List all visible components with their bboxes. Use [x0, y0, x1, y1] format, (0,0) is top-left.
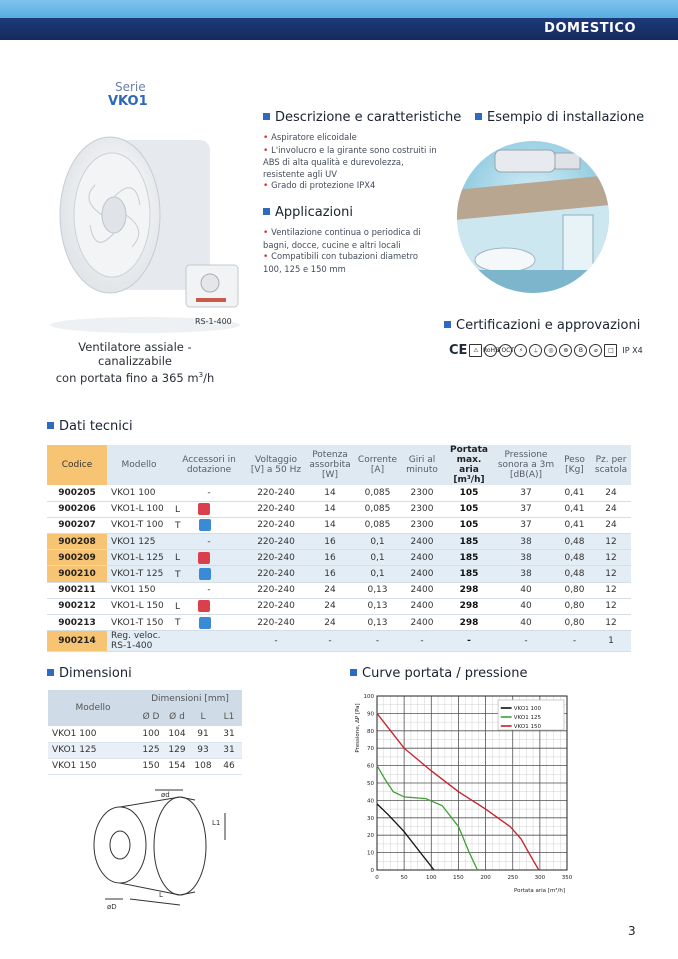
bullet-square-icon: [350, 669, 357, 676]
code-cell: 900213: [47, 615, 107, 631]
rpm-cell: -: [400, 631, 444, 652]
list-item: • Compatibili con tubazioni diametro 100, 125 e 150 mm: [263, 251, 435, 275]
accessory-cell: L: [171, 598, 247, 614]
dim-label-L: L: [159, 891, 163, 899]
pcs-cell: 24: [591, 485, 631, 501]
col-header: Corrente [A]: [355, 445, 400, 485]
earth-icon: ⏚: [529, 344, 542, 357]
table-row: [47, 598, 631, 614]
col-header: Pressione sonora a 3m [dB(A)]: [494, 445, 558, 485]
y-tick-label: 10: [367, 850, 374, 857]
current-cell: 0,085: [355, 517, 400, 533]
weight-cell: 0,48: [558, 566, 591, 582]
table-row: VKO1 100 100 104 91 31: [48, 726, 242, 742]
y-tick-label: 80: [367, 728, 374, 735]
controller-label: RS-1-400: [195, 317, 232, 326]
col-header: Ø d: [164, 708, 190, 726]
tech-table: [47, 445, 631, 652]
weight-cell: 0,48: [558, 534, 591, 550]
tech-title: Dati tecnici: [47, 419, 133, 434]
table-row: [47, 566, 631, 582]
model-cell: VKO1 100: [107, 485, 171, 501]
model-cell: VKO1-L 125: [107, 550, 171, 566]
table-row: [47, 631, 631, 652]
weight-cell: 0,41: [558, 501, 591, 517]
weight-cell: 0,41: [558, 485, 591, 501]
col-header: Modello: [48, 690, 138, 726]
top-band: [0, 0, 678, 18]
rpm-cell: 2400: [400, 566, 444, 582]
weight-cell: 0,80: [558, 582, 591, 598]
accessory-cell: L: [171, 501, 247, 517]
timer-accessory-icon: [198, 552, 210, 564]
flow-cell: 185: [444, 566, 494, 582]
volt-cell: 220-240: [247, 485, 305, 501]
applications-list: [263, 227, 435, 275]
flow-cell: 185: [444, 550, 494, 566]
accessory-cell: -: [171, 582, 247, 598]
volt-cell: 220-240: [247, 598, 305, 614]
current-cell: 0,1: [355, 566, 400, 582]
list-item: • Grado di protezione IPX4: [263, 180, 443, 193]
humidity-accessory-icon: [199, 617, 211, 629]
col-header: Dimensioni [mm]: [138, 690, 242, 708]
y-tick-label: 0: [370, 868, 374, 874]
code-cell: 900205: [47, 485, 107, 501]
pressure-flow-chart: [340, 688, 580, 906]
pcs-cell: 12: [591, 582, 631, 598]
volt-cell: 220-240: [247, 517, 305, 533]
y-tick-label: 100: [363, 694, 374, 700]
flow-cell: 298: [444, 598, 494, 614]
noise-cell: 38: [494, 550, 558, 566]
y-tick-label: 60: [367, 763, 374, 770]
humidity-accessory-icon: [199, 519, 211, 531]
rpm-cell: 2300: [400, 501, 444, 517]
bullet-square-icon: [263, 208, 270, 215]
noise-cell: 40: [494, 615, 558, 631]
accessory-cell: -: [171, 534, 247, 550]
table-row: [47, 485, 631, 501]
flow-cell: 105: [444, 517, 494, 533]
accessory-cell: T: [171, 566, 247, 582]
applications-title: Applicazioni: [263, 205, 353, 220]
flow-cell: 185: [444, 534, 494, 550]
model-cell: VKO1-L 100: [107, 501, 171, 517]
y-tick-label: 50: [367, 781, 374, 787]
serie-label: Serie: [115, 80, 146, 94]
current-cell: 0,13: [355, 598, 400, 614]
table-row: [47, 534, 631, 550]
table-row: [47, 615, 631, 631]
col-header: Giri al minuto: [400, 445, 444, 485]
noise-cell: -: [494, 631, 558, 652]
current-cell: 0,085: [355, 501, 400, 517]
current-cell: 0,13: [355, 615, 400, 631]
table-row: VKO1 125 125 129 93 31: [48, 742, 242, 758]
flow-cell: -: [444, 631, 494, 652]
table-row: VKO1 150 150 154 108 46: [48, 758, 242, 774]
model-cell: VKO1-T 150: [107, 615, 171, 631]
table-row: [47, 501, 631, 517]
x-tick-label: 250: [507, 875, 518, 881]
noise-cell: 37: [494, 501, 558, 517]
pcs-cell: 24: [591, 517, 631, 533]
dimensions-table: [48, 690, 242, 775]
power-cell: 14: [305, 501, 355, 517]
weight-cell: 0,41: [558, 517, 591, 533]
pcs-cell: 12: [591, 550, 631, 566]
y-tick-label: 20: [367, 833, 374, 840]
list-item: • L'involucro e la girante sono costruiti in ABS di alta qualità e durevolezza, resistente agli UV: [263, 145, 443, 181]
noise-cell: 38: [494, 566, 558, 582]
model-cell: Reg. veloc. RS-1-400: [107, 631, 171, 652]
current-cell: 0,13: [355, 582, 400, 598]
y-tick-label: 90: [367, 711, 374, 718]
model-cell: VKO1 125: [107, 534, 171, 550]
x-tick-label: 350: [561, 875, 573, 881]
noise-cell: 40: [494, 598, 558, 614]
installation-title: Esempio di installazione: [475, 110, 644, 125]
description-title: Descrizione e caratteristiche: [263, 110, 461, 125]
x-tick-label: 50: [400, 875, 408, 881]
model-title: VKO1: [108, 94, 148, 109]
volt-cell: 220-240: [247, 501, 305, 517]
fan-technical-drawing: [85, 785, 245, 915]
seal-icon: ⊛: [559, 344, 572, 357]
x-axis-label: Portata aria [m³/h]: [513, 888, 565, 894]
volt-cell: 220-240: [247, 534, 305, 550]
dimensions-title: Dimensioni: [47, 666, 132, 681]
flow-cell: 105: [444, 485, 494, 501]
bullet-square-icon: [47, 669, 54, 676]
noise-cell: 37: [494, 485, 558, 501]
y-tick-label: 40: [367, 798, 374, 805]
weight-cell: 0,48: [558, 550, 591, 566]
volt-cell: 220-240: [247, 566, 305, 582]
bullet-square-icon: [47, 422, 54, 429]
section-label: DOMESTICO: [544, 21, 636, 36]
rpm-cell: 2300: [400, 517, 444, 533]
model-cell: VKO1 150: [107, 582, 171, 598]
fan-product-image: [40, 115, 250, 335]
weight-cell: 0,80: [558, 615, 591, 631]
col-header: Voltaggio [V] a 50 Hz: [247, 445, 305, 485]
table-row: [47, 550, 631, 566]
list-item: • Ventilazione continua o periodica di bagni, docce, cucine e altri locali: [263, 227, 435, 251]
rpm-cell: 2300: [400, 485, 444, 501]
code-cell: 900210: [47, 566, 107, 582]
bullet-square-icon: [444, 321, 451, 328]
warning-icon: ⚠: [469, 344, 482, 357]
power-cell: -: [305, 631, 355, 652]
current-cell: 0,1: [355, 550, 400, 566]
col-header: Accessori in dotazione: [171, 445, 247, 485]
pcs-cell: 24: [591, 501, 631, 517]
pcs-cell: 1: [591, 631, 631, 652]
col-header: Modello: [107, 445, 171, 485]
model-cell: VKO1-T 100: [107, 517, 171, 533]
model-cell: VKO1-L 150: [107, 598, 171, 614]
noise-cell: 40: [494, 582, 558, 598]
rpm-cell: 2400: [400, 598, 444, 614]
legend-label: VKO1 100: [513, 706, 541, 712]
rpm-cell: 2400: [400, 615, 444, 631]
dim-label-D: øD: [107, 903, 117, 911]
volt-cell: 220-240: [247, 615, 305, 631]
approval-icon: ◎: [544, 344, 557, 357]
power-cell: 16: [305, 534, 355, 550]
x-tick-label: 100: [426, 875, 437, 881]
curves-title: Curve portata / pressione: [350, 666, 527, 681]
col-header: Portata max. aria [m³/h]: [444, 445, 494, 485]
code-cell: 900212: [47, 598, 107, 614]
x-tick-label: 150: [453, 875, 464, 881]
list-item: • Aspiratore elicoidale: [263, 132, 443, 145]
gost-icon: ГОСТ: [499, 344, 512, 357]
certification-marks: [449, 343, 643, 358]
x-tick-label: 0: [375, 875, 379, 881]
table-row: [47, 517, 631, 533]
timer-accessory-icon: [198, 600, 210, 612]
code-cell: 900206: [47, 501, 107, 517]
code-cell: 900211: [47, 582, 107, 598]
col-header: Potenza assorbita [W]: [305, 445, 355, 485]
x-tick-label: 300: [534, 875, 546, 881]
tech-header-row: [47, 445, 631, 485]
dim-label-l1: L1: [212, 819, 221, 827]
current-cell: -: [355, 631, 400, 652]
current-cell: 0,1: [355, 534, 400, 550]
dim-label-d: ød: [161, 791, 170, 799]
rpm-cell: 2400: [400, 534, 444, 550]
volt-cell: 220-240: [247, 582, 305, 598]
accessory-cell: [171, 631, 247, 652]
product-caption: Ventilatore assiale - canalizzabile con portata fino a 365 $m^3/h$: [55, 340, 215, 385]
y-tick-label: 30: [367, 815, 374, 822]
accessory-cell: -: [171, 485, 247, 501]
legend-label: VKO1 125: [513, 715, 541, 721]
pcs-cell: 12: [591, 566, 631, 582]
y-tick-label: 70: [367, 746, 374, 753]
code-cell: 900209: [47, 550, 107, 566]
rohs-icon: RoHS: [484, 344, 497, 357]
ce-mark-icon: CE: [449, 343, 468, 358]
noise-cell: 38: [494, 534, 558, 550]
volt-cell: 220-240: [247, 550, 305, 566]
power-cell: 14: [305, 517, 355, 533]
flow-cell: 298: [444, 615, 494, 631]
rpm-cell: 2400: [400, 582, 444, 598]
electrical-icon: ⚡: [514, 344, 527, 357]
accessory-cell: T: [171, 615, 247, 631]
timer-accessory-icon: [198, 503, 210, 515]
accessory-cell: T: [171, 517, 247, 533]
power-cell: 24: [305, 582, 355, 598]
double-insulation-icon: □: [604, 344, 617, 357]
rpm-cell: 2400: [400, 550, 444, 566]
power-cell: 16: [305, 566, 355, 582]
volt-cell: -: [247, 631, 305, 652]
power-cell: 24: [305, 615, 355, 631]
col-header: L1: [216, 708, 242, 726]
pcs-cell: 12: [591, 534, 631, 550]
col-header: L: [190, 708, 216, 726]
current-cell: 0,085: [355, 485, 400, 501]
code-cell: 900208: [47, 534, 107, 550]
legend-label: VKO1 150: [513, 724, 541, 730]
ip-rating: IP X4: [622, 346, 643, 355]
humidity-accessory-icon: [199, 568, 211, 580]
code-cell: 900214: [47, 631, 107, 652]
power-cell: 24: [305, 598, 355, 614]
section-header: [0, 18, 678, 40]
description-list: [263, 132, 443, 193]
col-header: Ø D: [138, 708, 164, 726]
table-row: [47, 582, 631, 598]
x-tick-label: 200: [480, 875, 491, 881]
pcs-cell: 12: [591, 598, 631, 614]
power-cell: 14: [305, 485, 355, 501]
flow-cell: 298: [444, 582, 494, 598]
weight-cell: -: [558, 631, 591, 652]
y-axis-label: Pressione, ΔP [Pa]: [355, 703, 361, 753]
noise-cell: 37: [494, 517, 558, 533]
flow-cell: 105: [444, 501, 494, 517]
weight-cell: 0,80: [558, 598, 591, 614]
certifications-title: Certificazioni e approvazioni: [444, 318, 640, 333]
col-header: Pz. per scatola: [591, 445, 631, 485]
bullet-square-icon: [263, 113, 270, 120]
model-cell: VKO1-T 125: [107, 566, 171, 582]
col-header: Codice: [47, 445, 107, 485]
page-number: 3: [628, 924, 636, 938]
pcs-cell: 12: [591, 615, 631, 631]
b-mark-icon: B: [574, 344, 587, 357]
accessory-cell: L: [171, 550, 247, 566]
series-line-1: [377, 804, 434, 870]
bullet-square-icon: [475, 113, 482, 120]
power-cell: 16: [305, 550, 355, 566]
installation-image: [455, 135, 610, 300]
col-header: Peso [Kg]: [558, 445, 591, 485]
code-cell: 900207: [47, 517, 107, 533]
diameter-icon: ⌀: [589, 344, 602, 357]
